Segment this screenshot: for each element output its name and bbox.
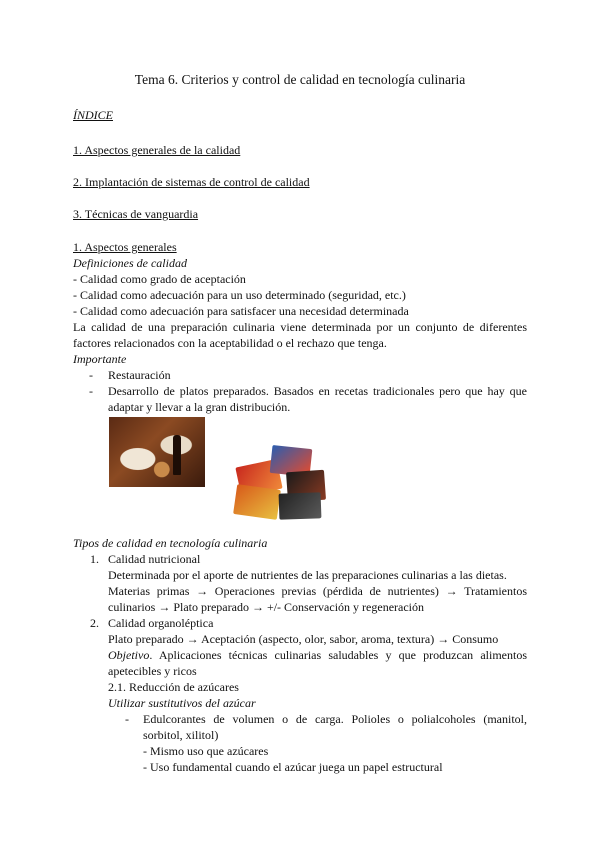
item-number: 2. [90,616,99,630]
quality-types-list [73,551,527,775]
definition-line: - Calidad como grado de aceptación [73,272,246,286]
list-item: - Restauración [73,367,527,383]
important-list [73,367,527,415]
package-shape [279,492,322,519]
item-text: Materias primas → Operaciones previas (pérdida de nutrientes) → Tratamientos culinarios → Plato preparado → +/- Conservación y regeneración [108,584,527,614]
sub-item-text: - Edulcorantes de volumen o de carga. Polioles o polialcoholes (manitol, sorbitol, xilitol) [143,712,527,742]
sub-list [108,711,527,775]
item-number: 1. [90,552,99,566]
definitions-label: Definiciones de calidad [73,256,187,270]
packaged-meals-photo [233,445,329,523]
sub-point: - Mismo uso que azúcares [143,744,269,758]
important-label: Importante [73,352,127,366]
document-page [73,72,527,775]
bottle-shape [173,435,181,475]
objective-label: Objetivo [108,648,150,662]
sub-heading: 2.1. Reducción de azúcares [108,680,239,694]
section-heading: 1. Aspectos generales [73,240,177,254]
definition-line: - Calidad como adecuación para un uso determinado (seguridad, etc.) [73,288,406,302]
package-shape [233,484,281,520]
item-text: Plato preparado → Aceptación (aspecto, olor, sabor, aroma, textura) → Consumo [108,632,499,646]
list-item [73,615,527,775]
definition-line: - Calidad como adecuación para satisfacer una necesidad determinada [73,304,409,318]
index-heading: ÍNDICE [73,108,113,122]
list-item [73,551,527,615]
document-title: Tema 6. Criterios y control de calidad en tecnología culinaria [134,72,466,87]
quality-types-label: Tipos de calidad en tecnología culinaria [73,536,268,550]
list-item: - Desarrollo de platos preparados. Basados en recetas tradicionales pero que hay que adaptar y llevar a la gran distribución. [73,383,527,415]
sub-point: - Uso fundamental cuando el azúcar juega un papel estructural [143,760,443,774]
list-item [108,711,527,775]
item-title: Calidad nutricional [108,552,201,566]
toc-item-1[interactable]: 1. Aspectos generales de la calidad [73,143,241,157]
quality-paragraph: La calidad de una preparación culinaria viene determinada por un conjunto de diferentes factores relacionados con la aceptabilidad o el rechazo que tenga. [73,320,527,350]
toc-item-2[interactable]: 2. Implantación de sistemas de control de calidad [73,175,310,189]
restaurant-dish-photo [109,417,205,487]
objective-paragraph [108,647,527,679]
sub-label: Utilizar sustitutivos del azúcar [108,696,256,710]
objective-text: . Aplicaciones técnicas culinarias saludables y que produzcan alimentos apetecibles y ricos [108,648,527,678]
toc-item-3[interactable]: 3. Técnicas de vanguardia [73,207,199,221]
item-title: Calidad organoléptica [108,616,214,630]
item-text: Determinada por el aporte de nutrientes de las preparaciones culinarias a las dietas. [108,568,507,582]
images-row [73,415,527,523]
